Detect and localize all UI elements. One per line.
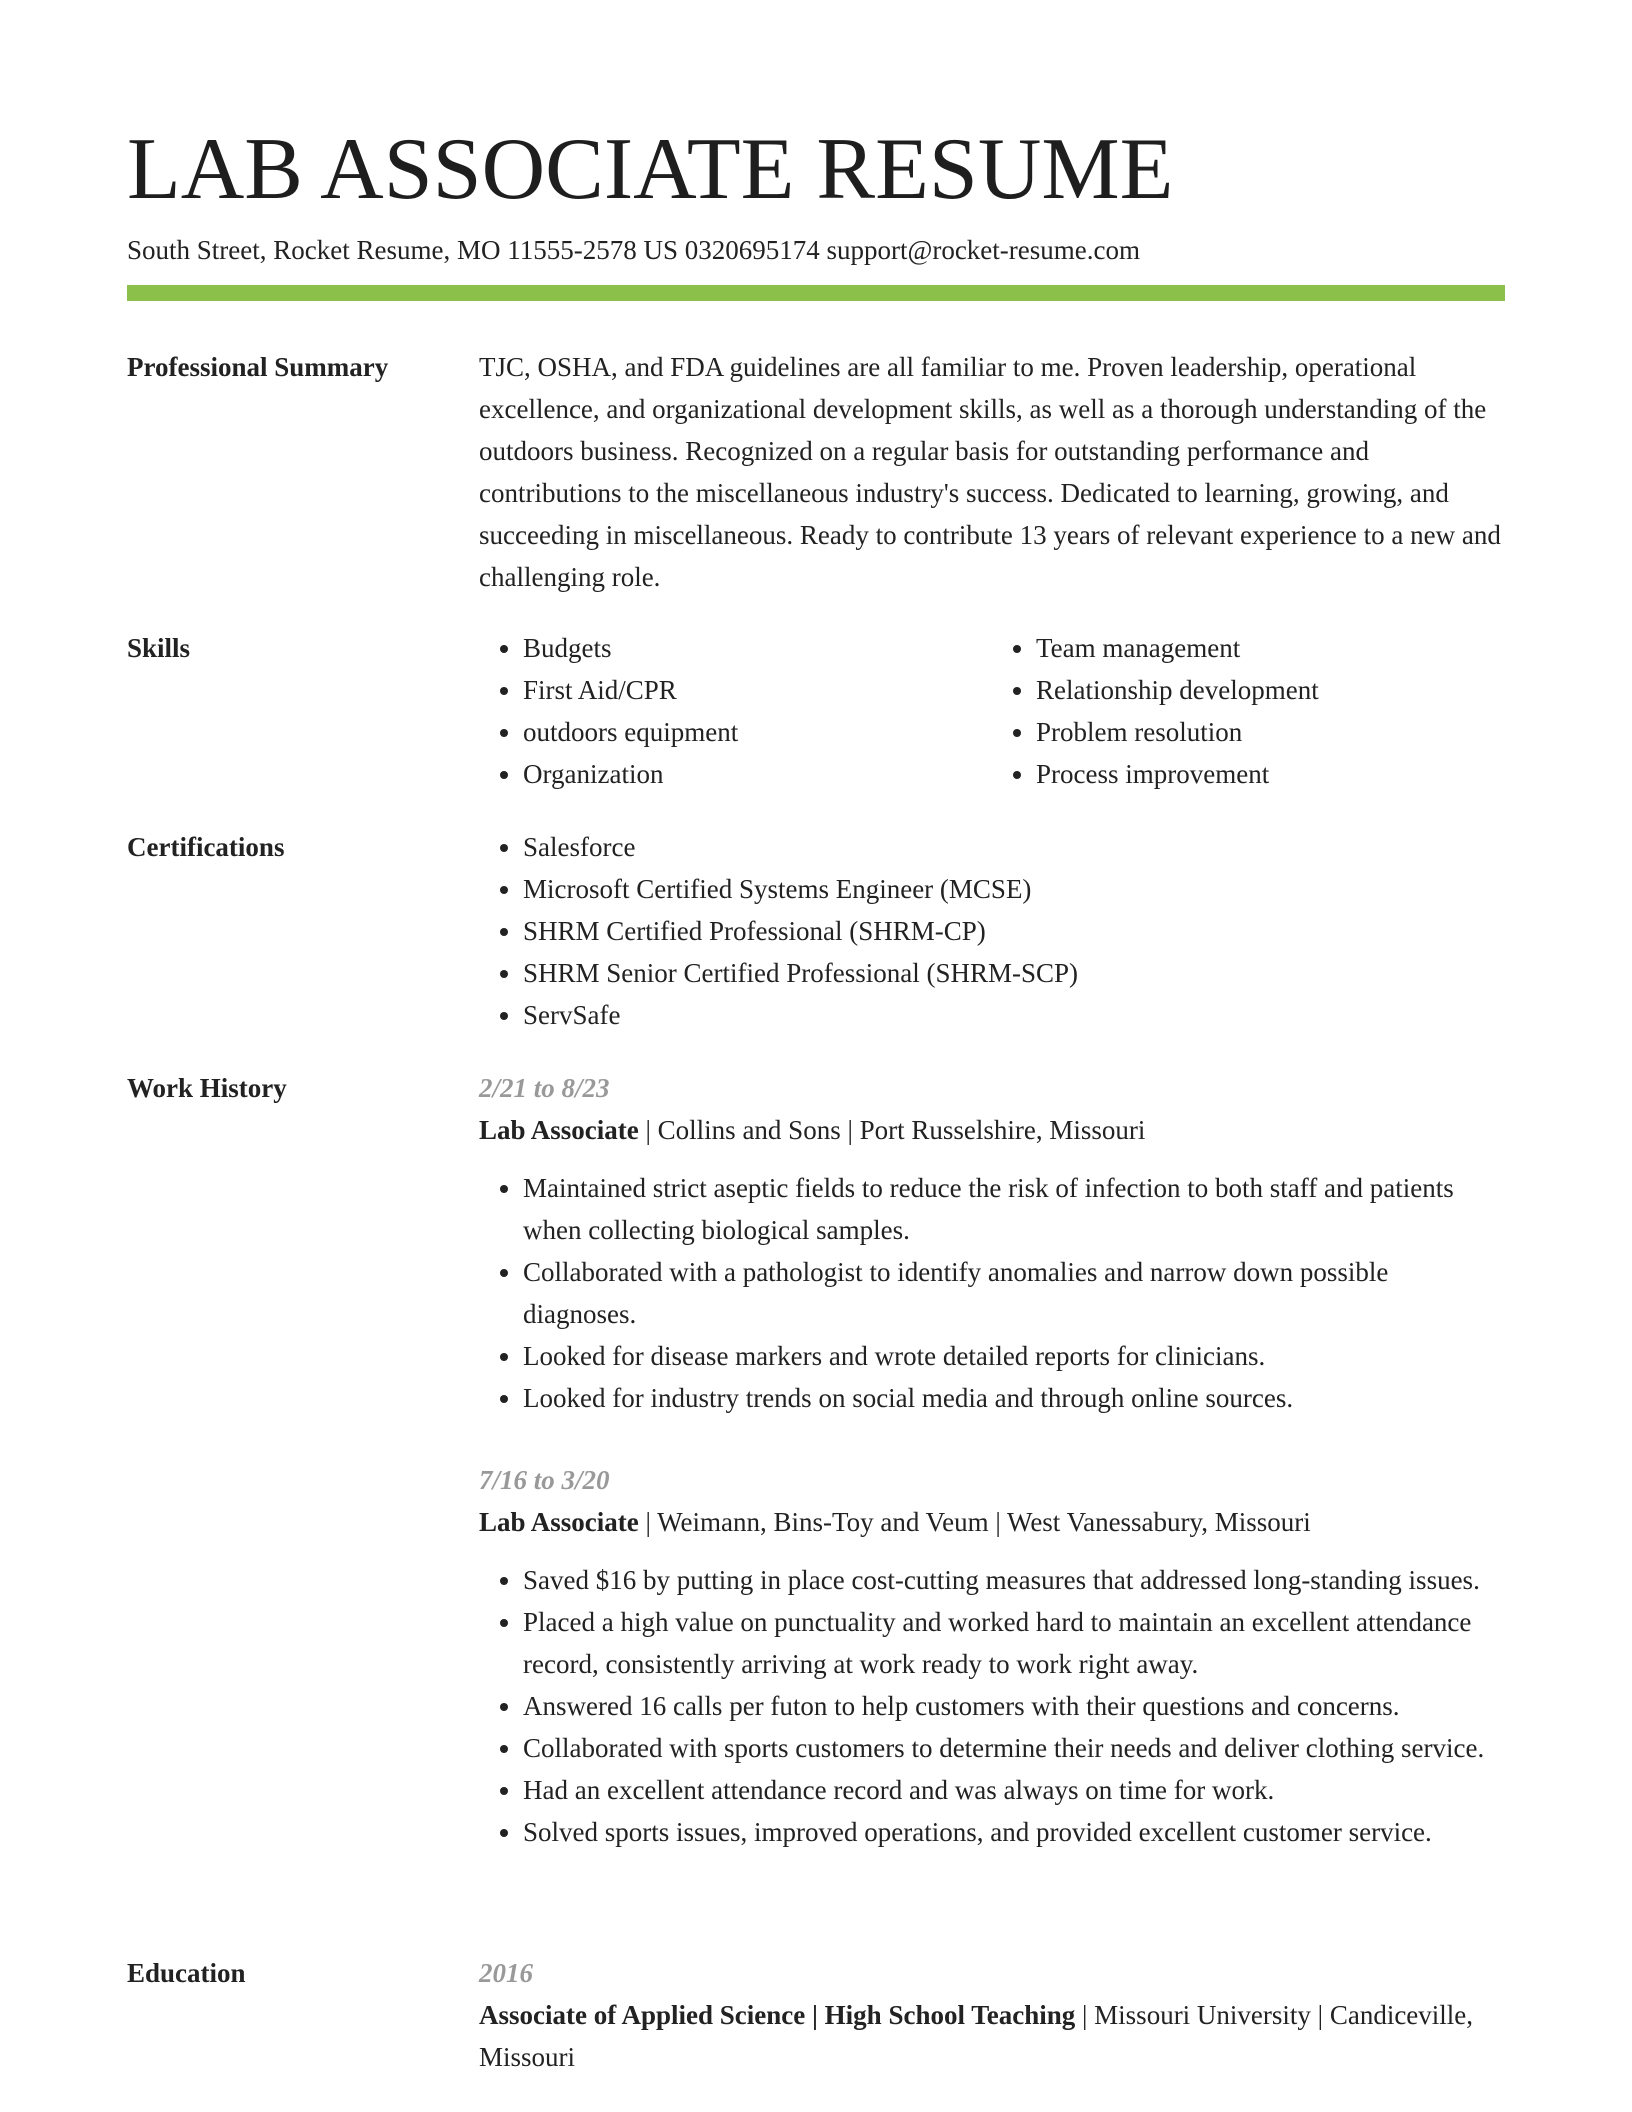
job-bullet-list bbox=[479, 1167, 1505, 1419]
job-bullet: • Solved sports issues, improved operations, and provided excellent customer service. bbox=[523, 1811, 1505, 1853]
job-bullet: • Collaborated with a pathologist to identify anomalies and narrow down possible diagnoses. bbox=[523, 1251, 1505, 1335]
job-bullet: • Answered 16 calls per futon to help customers with their questions and concerns. bbox=[523, 1685, 1505, 1727]
job-bullet: • Saved $16 by putting in place cost-cutting measures that addressed long-standing issues. bbox=[523, 1559, 1505, 1601]
job-bullet: • Placed a high value on punctuality and worked hard to maintain an excellent attendance record, consistently arriving at work ready to work right away. bbox=[523, 1601, 1505, 1685]
job-title: Lab Associate bbox=[479, 1507, 639, 1537]
skills-heading: Skills bbox=[127, 633, 191, 663]
certification-item: • Microsoft Certified Systems Engineer (MCSE) bbox=[523, 868, 1505, 910]
job-bullet: • Maintained strict aseptic fields to reduce the risk of infection to both staff and patients when collecting biological samples. bbox=[523, 1167, 1505, 1251]
accent-divider bbox=[127, 285, 1505, 301]
work-history-heading: Work History bbox=[127, 1073, 287, 1103]
job-heading bbox=[479, 1109, 1505, 1151]
certification-item: • Salesforce bbox=[523, 826, 1505, 868]
skill-item: • Relationship development bbox=[1036, 669, 1505, 711]
certifications-body bbox=[479, 826, 1505, 1036]
job-employer-location: | Weimann, Bins-Toy and Veum | West Vanessabury, Missouri bbox=[638, 1507, 1311, 1537]
job-bullet: • Collaborated with sports customers to determine their needs and deliver clothing service. bbox=[523, 1727, 1505, 1769]
skill-item: • Process improvement bbox=[1036, 753, 1505, 795]
job-title: Lab Associate bbox=[479, 1115, 639, 1145]
summary-text: TJC, OSHA, and FDA guidelines are all familiar to me. Proven leadership, operational excellence, and organizational development skills, as well as a thorough understanding of the outdoors business. Recognized on a regular basis for outstanding performance and contributions to the miscellaneous industry's success. Dedicated to learning, growing, and succeeding in miscellaneous. Ready to contribute 13 years of relevant experience to a new and challenging role. bbox=[479, 352, 1501, 592]
job-employer-location: | Collins and Sons | Port Russelshire, Missouri bbox=[638, 1115, 1146, 1145]
certification-item: • SHRM Senior Certified Professional (SHRM-SCP) bbox=[523, 952, 1505, 994]
skill-item: • First Aid/CPR bbox=[523, 669, 992, 711]
education-body bbox=[479, 1952, 1505, 2078]
skills-body bbox=[479, 627, 1505, 795]
job-heading bbox=[479, 1501, 1505, 1543]
certification-item: • SHRM Certified Professional (SHRM-CP) bbox=[523, 910, 1505, 952]
job-entry bbox=[479, 1067, 1505, 1419]
certifications-heading: Certifications bbox=[127, 832, 285, 862]
job-entry bbox=[479, 1459, 1505, 1853]
skills-list-left bbox=[479, 627, 992, 795]
skill-item: • outdoors equipment bbox=[523, 711, 992, 753]
job-bullet: • Had an excellent attendance record and was always on time for work. bbox=[523, 1769, 1505, 1811]
skills-list-right bbox=[992, 627, 1505, 795]
job-bullet: • Looked for industry trends on social media and through online sources. bbox=[523, 1377, 1505, 1419]
job-dates: 7/16 to 3/20 bbox=[479, 1465, 610, 1495]
education-heading: Education bbox=[127, 1958, 246, 1988]
work-history-body bbox=[479, 1067, 1505, 1893]
job-bullet: • Looked for disease markers and wrote detailed reports for clinicians. bbox=[523, 1335, 1505, 1377]
skill-item: • Budgets bbox=[523, 627, 992, 669]
skill-item: • Problem resolution bbox=[1036, 711, 1505, 753]
summary-heading: Professional Summary bbox=[127, 352, 389, 382]
school-location: | Missouri University | Candiceville, Missouri bbox=[479, 2000, 1474, 2072]
skill-item: • Organization bbox=[523, 753, 992, 795]
skill-item: • Team management bbox=[1036, 627, 1505, 669]
certification-item: • ServSafe bbox=[523, 994, 1505, 1036]
certifications-list bbox=[479, 826, 1505, 1036]
job-dates: 2/21 to 8/23 bbox=[479, 1073, 610, 1103]
degree-title: Associate of Applied Science | High School Teaching bbox=[479, 2000, 1076, 2030]
job-bullet-list bbox=[479, 1559, 1505, 1853]
education-line bbox=[479, 1994, 1505, 2078]
resume-title: LAB ASSOCIATE RESUME bbox=[127, 121, 1174, 218]
education-year: 2016 bbox=[479, 1958, 533, 1988]
contact-line: South Street, Rocket Resume, MO 11555-2578 US 0320695174 support@rocket-resume.com bbox=[127, 235, 1140, 265]
resume-header bbox=[127, 118, 1505, 268]
